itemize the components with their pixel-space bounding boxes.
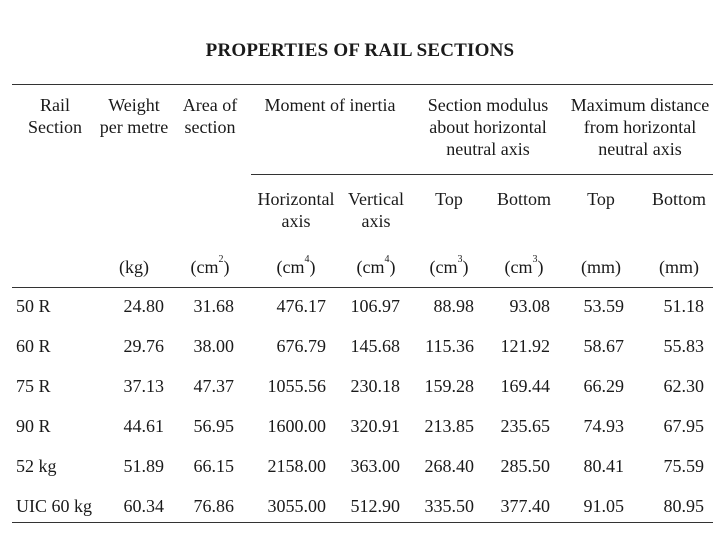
cell-distance-bottom: 62.30 bbox=[663, 376, 704, 396]
cell-rail-section: 50 R bbox=[16, 296, 51, 316]
cell-modulus-bottom: 285.50 bbox=[500, 456, 550, 476]
cell-distance-top: 74.93 bbox=[583, 416, 624, 436]
unit-modulus-top: $(cm^3)$ bbox=[429, 254, 469, 277]
cell-rail-section: 90 R bbox=[16, 416, 51, 436]
cell-area: 66.15 bbox=[193, 456, 234, 476]
cell-modulus-top: 335.50 bbox=[424, 496, 474, 516]
cell-vertical-inertia: 320.91 bbox=[350, 416, 400, 436]
cell-vertical-inertia: 363.00 bbox=[350, 456, 400, 476]
header-max-distance: Maximum distance from horizontal neutral axis bbox=[570, 95, 710, 159]
cell-distance-bottom: 80.95 bbox=[663, 496, 704, 516]
cell-modulus-top: 159.28 bbox=[424, 376, 474, 396]
cell-rail-section: 75 R bbox=[16, 376, 51, 396]
unit-distance-top: (mm) bbox=[581, 257, 621, 277]
cell-modulus-top: 88.98 bbox=[433, 296, 474, 316]
cell-weight: 51.89 bbox=[123, 456, 164, 476]
cell-distance-top: 91.05 bbox=[583, 496, 624, 516]
cell-horizontal-inertia: 3055.00 bbox=[267, 496, 326, 516]
subheader-horizontal-axis: Horizontal axis bbox=[257, 189, 335, 231]
table-top-rule bbox=[12, 84, 713, 85]
cell-distance-bottom: 55.83 bbox=[663, 336, 704, 356]
header-section-modulus: Section modulus about horizontal neutral axis bbox=[427, 95, 549, 159]
cell-horizontal-inertia: 676.79 bbox=[276, 336, 326, 356]
subheader-vertical-axis: Vertical axis bbox=[348, 189, 404, 231]
cell-weight: 44.61 bbox=[123, 416, 164, 436]
cell-modulus-bottom: 169.44 bbox=[500, 376, 550, 396]
cell-area: 38.00 bbox=[193, 336, 234, 356]
cell-modulus-bottom: 121.92 bbox=[500, 336, 550, 356]
cell-distance-bottom: 51.18 bbox=[663, 296, 704, 316]
unit-horizontal-axis: $(cm^4)$ bbox=[276, 254, 316, 277]
cell-distance-top: 58.67 bbox=[583, 336, 624, 356]
cell-distance-bottom: 67.95 bbox=[663, 416, 704, 436]
cell-vertical-inertia: 512.90 bbox=[350, 496, 400, 516]
cell-weight: 29.76 bbox=[123, 336, 164, 356]
cell-modulus-bottom: 93.08 bbox=[509, 296, 550, 316]
cell-weight: 37.13 bbox=[123, 376, 164, 396]
cell-vertical-inertia: 106.97 bbox=[350, 296, 400, 316]
cell-area: 76.86 bbox=[193, 496, 234, 516]
cell-distance-top: 53.59 bbox=[583, 296, 624, 316]
unit-vertical-axis: $(cm^4)$ bbox=[356, 254, 396, 277]
page-title: PROPERTIES OF RAIL SECTIONS bbox=[205, 40, 515, 61]
cell-distance-top: 80.41 bbox=[583, 456, 624, 476]
unit-modulus-bottom: $(cm^3)$ bbox=[504, 254, 544, 277]
cell-weight: 24.80 bbox=[123, 296, 164, 316]
cell-area: 47.37 bbox=[193, 376, 234, 396]
unit-distance-bottom: (mm) bbox=[659, 257, 699, 277]
cell-horizontal-inertia: 1055.56 bbox=[267, 376, 326, 396]
cell-modulus-top: 115.36 bbox=[425, 336, 474, 356]
header-rail-section: Rail Section bbox=[28, 95, 82, 137]
cell-modulus-bottom: 235.65 bbox=[500, 416, 550, 436]
cell-modulus-top: 268.40 bbox=[424, 456, 474, 476]
subheader-modulus-bottom: Bottom bbox=[496, 189, 551, 209]
unit-weight: (kg) bbox=[119, 257, 149, 277]
cell-area: 56.95 bbox=[193, 416, 234, 436]
cell-distance-top: 66.29 bbox=[583, 376, 624, 396]
table-bottom-rule bbox=[12, 522, 713, 523]
cell-area: 31.68 bbox=[193, 296, 234, 316]
subheader-modulus-top: Top bbox=[435, 189, 463, 209]
cell-horizontal-inertia: 1600.00 bbox=[267, 416, 326, 436]
cell-modulus-bottom: 377.40 bbox=[500, 496, 550, 516]
header-weight: Weight per metre bbox=[99, 95, 169, 137]
header-bottom-rule bbox=[12, 287, 713, 288]
header-moment-of-inertia: Moment of inertia bbox=[264, 95, 396, 115]
cell-distance-bottom: 75.59 bbox=[663, 456, 704, 476]
cell-modulus-top: 213.85 bbox=[424, 416, 474, 436]
cell-horizontal-inertia: 476.17 bbox=[276, 296, 326, 316]
unit-area: $(cm^2)$ bbox=[190, 254, 230, 277]
cell-vertical-inertia: 145.68 bbox=[350, 336, 400, 356]
subheader-rule bbox=[251, 174, 713, 175]
cell-vertical-inertia: 230.18 bbox=[350, 376, 400, 396]
header-area: Area of section bbox=[182, 95, 238, 137]
cell-rail-section: UIC 60 kg bbox=[16, 496, 92, 516]
cell-horizontal-inertia: 2158.00 bbox=[267, 456, 326, 476]
cell-weight: 60.34 bbox=[123, 496, 164, 516]
subheader-distance-top: Top bbox=[587, 189, 615, 209]
cell-rail-section: 52 kg bbox=[16, 456, 57, 476]
subheader-distance-bottom: Bottom bbox=[651, 189, 706, 209]
cell-rail-section: 60 R bbox=[16, 336, 51, 356]
